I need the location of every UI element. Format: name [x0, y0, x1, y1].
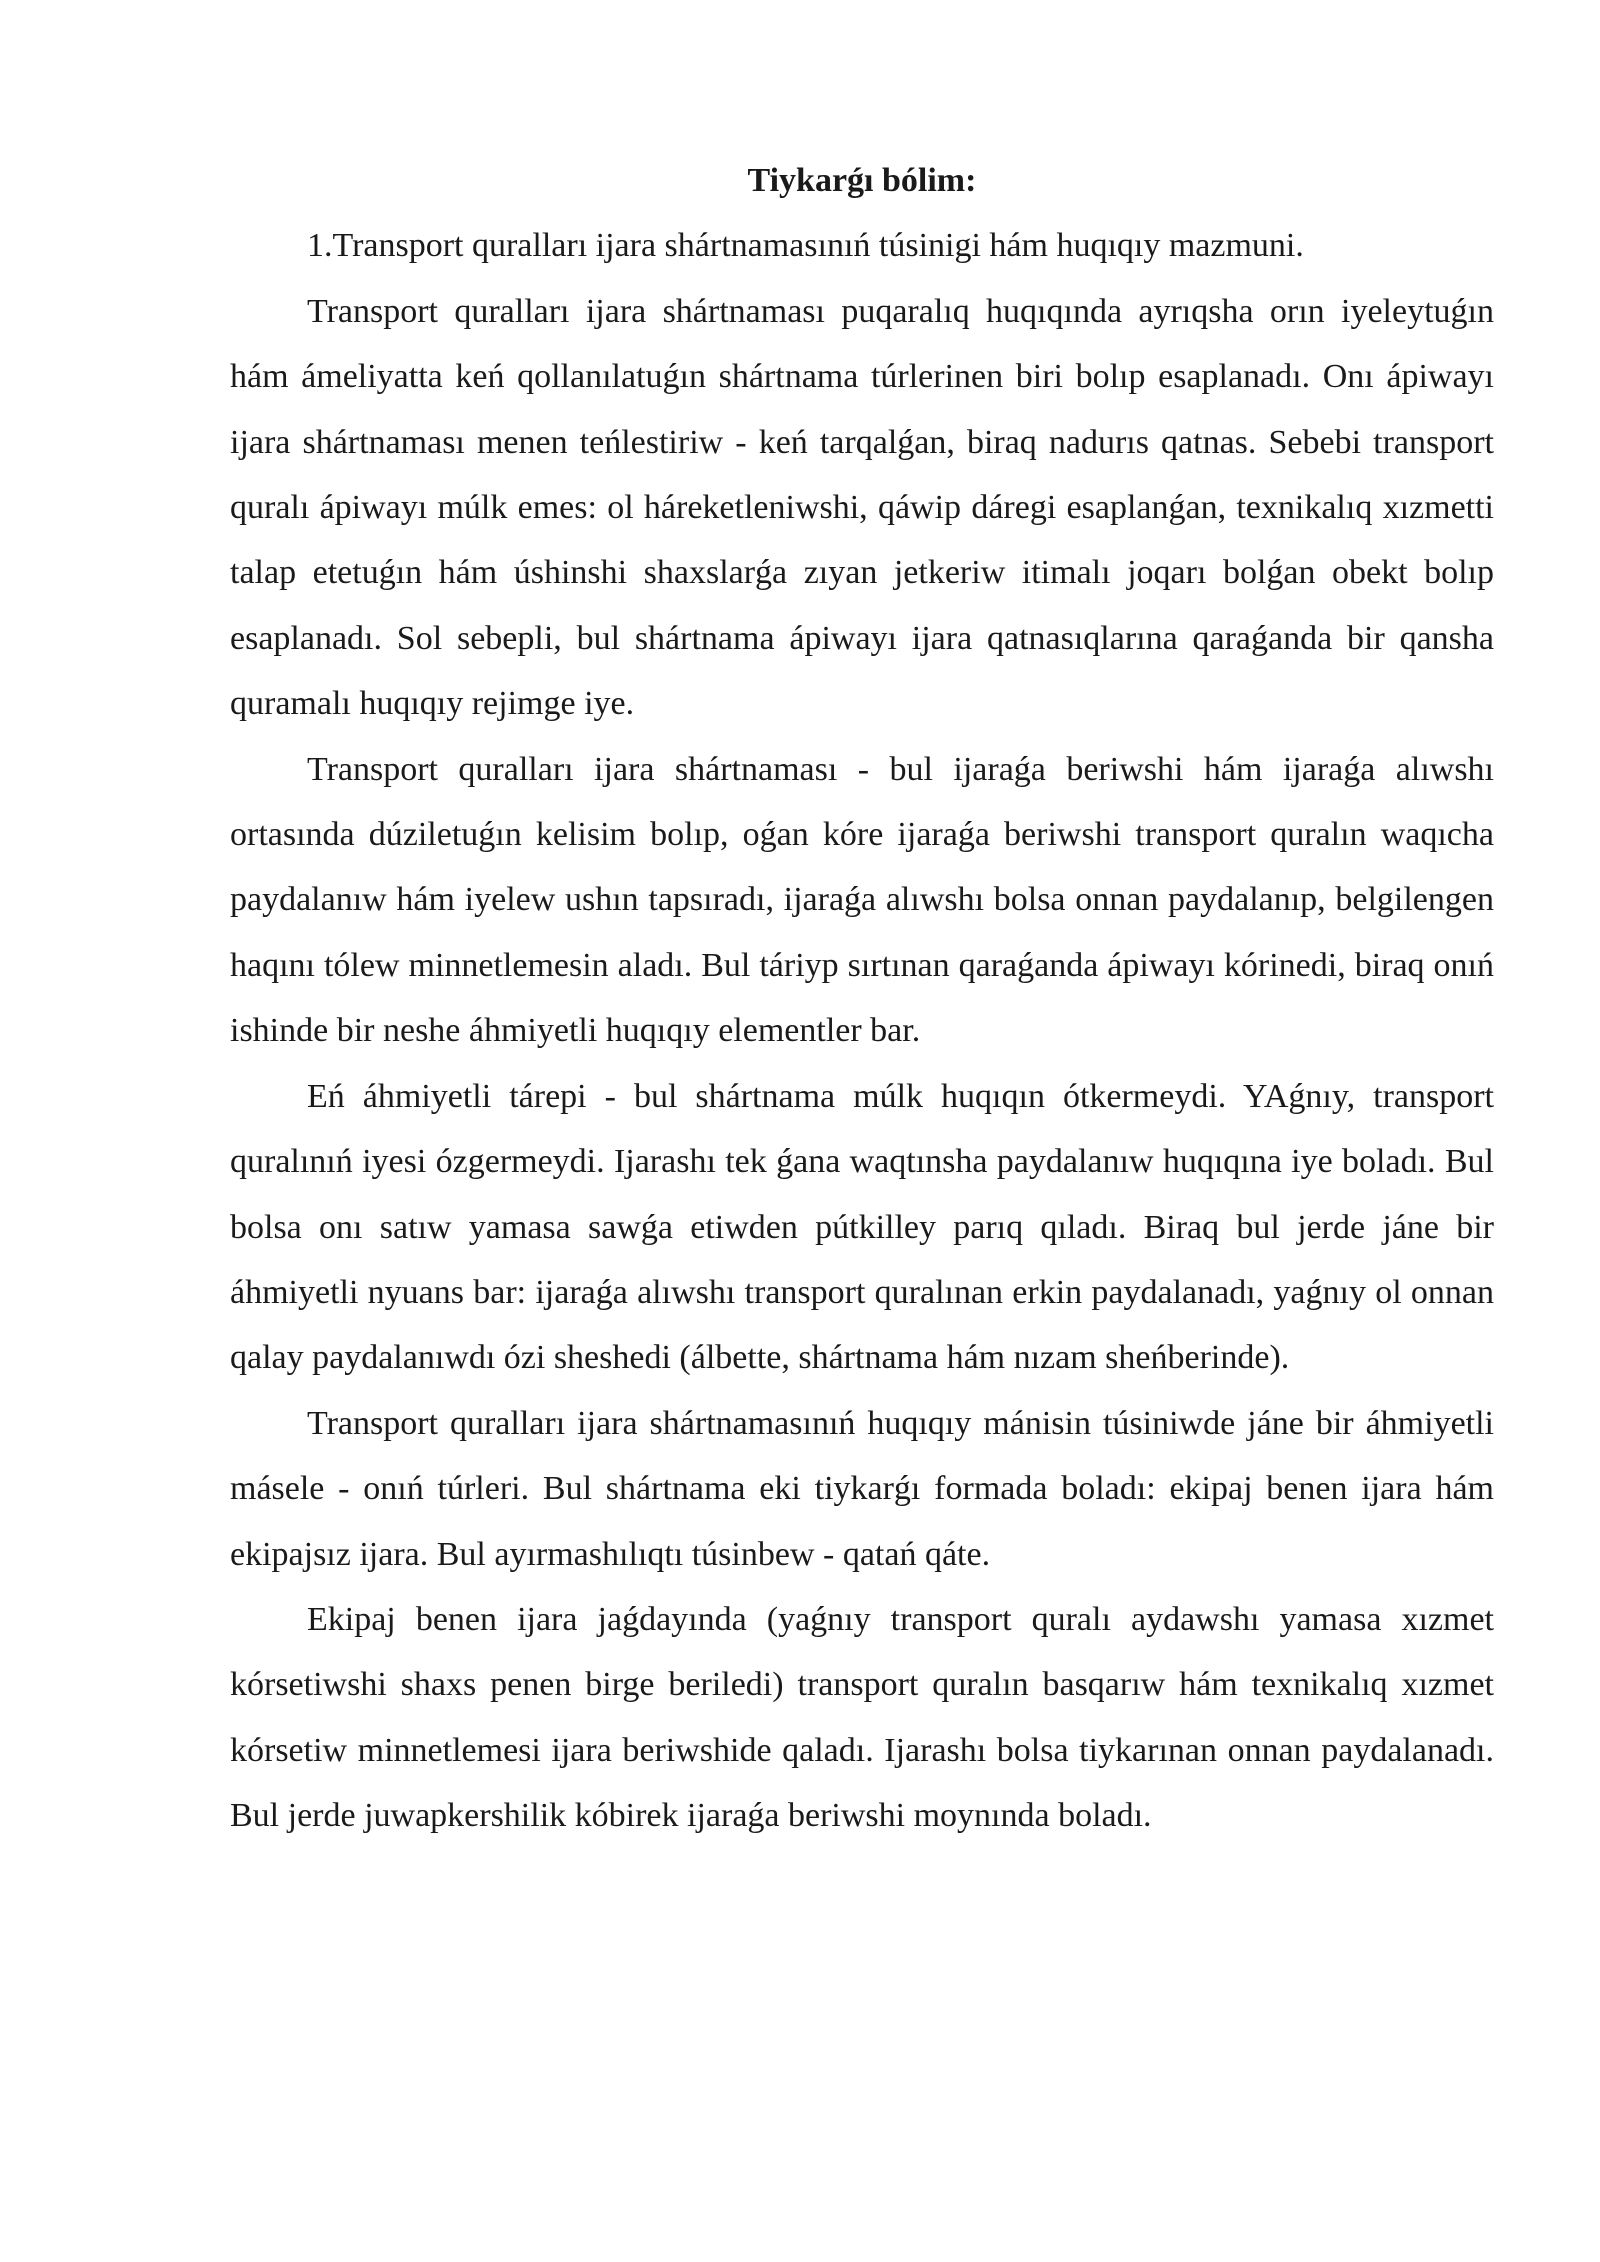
paragraph-2: Transport quralları ijara shártnaması - bul ijaraǵa beriwshi hám ijaraǵa alıwshı ortasında dúziletuǵın kelisim bolıp, oǵan kóre ijaraǵa beriwshi transport quralın waqıcha paydalanıw hám iyelew ushın tapsıradı, ijaraǵa alıwshı bolsa onnan paydalanıp, belgilengen haqını tólew minnetlemesin aladı. Bul táriyp sırtınan qaraǵanda ápiwayı kórinedi, biraq onıń ishinde bir neshe áhmiyetli huqıqıy elementler bar.	[230, 750, 1494, 1050]
paragraph-1: Transport quralları ijara shártnaması puqaralıq huqıqında ayrıqsha orın iyeleytuǵın hám ámeliyatta keń qollanılatuǵın shártnama túrlerinen biri bolıp esaplanadı. Onı ápiwayı ijara shártnaması menen teńlestiriw - keń tarqalǵan, biraq nadurıs qatnas. Sebebi transport quralı ápiwayı múlk emes: ol háreketleniwshi, qáwip dáregi esaplanǵan, texnikalıq xızmetti talap etetuǵın hám úshinshi shaxslarǵa zıyan jetkeriw itimalı joqarı bolǵan obekt bolıp esaplanadı. Sol sebepli, bul shártnama ápiwayı ijara qatnasıqlarına qaraǵanda bir qansha quramalı huqıqıy rejimge iye.	[230, 292, 1494, 723]
paragraph-3: Eń áhmiyetli tárepi - bul shártnama múlk huqıqın ótkermeydi. YAǵnıy, transport quralınıń iyesi ózgermeydi. Ijarashı tek ǵana waqtınsha paydalanıw huqıqına iye boladı. Bul bolsa onı satıw yamasa sawǵa etiwden pútkilley parıq qıladı. Biraq bul jerde jáne bir áhmiyetli nyuans bar: ijaraǵa alıwshı transport quralınan erkin paydalanadı, yaǵnıy ol onnan qalay paydalanıwdı ózi sheshedi (álbette, shártnama hám nızam sheńberinde).	[230, 1077, 1494, 1377]
paragraph-5: Ekipaj benen ijara jaǵdayında (yaǵnıy transport quralı aydawshı yamasa xızmet kórsetiwshi shaxs penen birge beriledi) transport quralın basqarıw hám texnikalıq xızmet kórsetiw minnetlemesi ijara beriwshide qaladı. Ijarashı bolsa tiykarınan onnan paydalanadı. Bul jerde juwapkershilik kóbirek ijaraǵa beriwshi moynında boladı.	[230, 1600, 1494, 1835]
document-body	[230, 148, 1494, 1849]
section-heading: Tiykarǵı bólim:	[747, 162, 977, 199]
paragraph-4: Transport quralları ijara shártnamasınıń huqıqıy mánisin túsiniwde jáne bir áhmiyetli másele - onıń túrleri. Bul shártnama eki tiykarǵı formada boladı: ekipaj benen ijara hám ekipajsız ijara. Bul ayırmashılıqtı túsinbew - qatań qáte.	[230, 1404, 1494, 1573]
subsection-heading: 1.Transport quralları ijara shártnamasınıń túsinigi hám huqıqıy mazmuni.	[307, 227, 1304, 265]
